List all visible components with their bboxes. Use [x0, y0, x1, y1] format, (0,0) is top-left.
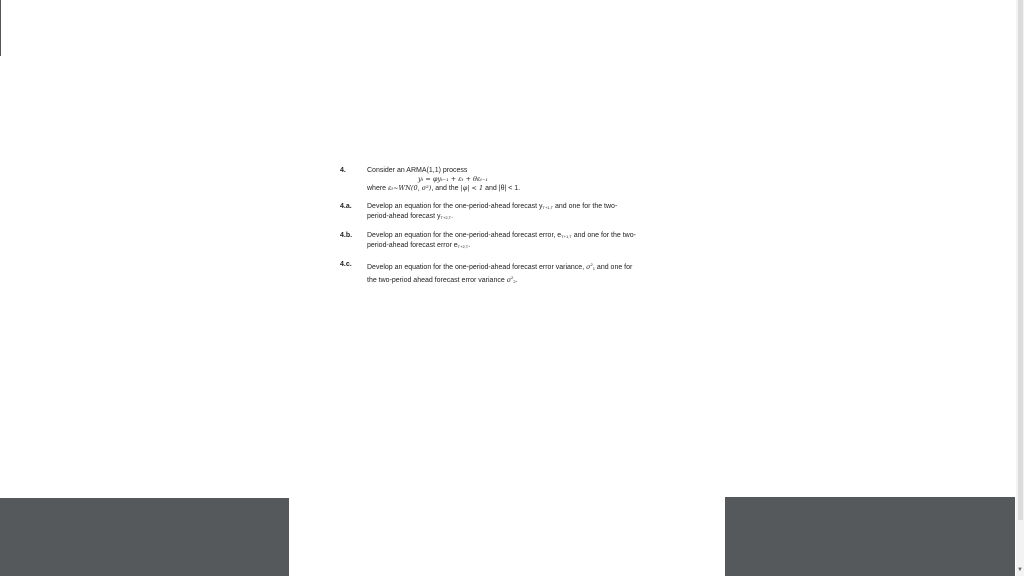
text-segment: .	[451, 213, 454, 220]
theta-condition: |θ| < 1.	[498, 185, 521, 192]
question-4c	[340, 260, 700, 286]
text-segment: period-ahead forecast y	[367, 213, 441, 220]
text-segment: and one for the two-	[571, 232, 636, 239]
superscript: 2	[590, 262, 593, 267]
superscript: 2	[511, 275, 514, 280]
arma-formula: yₜ = φyₜ₋₁ + εₜ + θεₜ₋₁	[418, 175, 489, 183]
question-line-2	[367, 212, 700, 222]
scrollbar-thumb[interactable]	[1018, 0, 1023, 520]
question-line-1	[367, 260, 700, 273]
question-number: 4.a.	[340, 203, 352, 210]
where-and: and	[483, 185, 499, 192]
scroll-down-arrow-icon[interactable]: ▼	[1017, 567, 1023, 573]
question-line-1	[367, 202, 700, 212]
text-segment: the two-period ahead forecast error variance	[367, 277, 507, 284]
text-segment: and one for the two-	[553, 203, 618, 210]
document-body	[340, 166, 700, 286]
question-4b	[340, 231, 700, 251]
left-edge-line	[0, 0, 1, 56]
question-intro: Consider an ARMA(1,1) process	[367, 167, 468, 174]
where-mid: , and the	[431, 185, 461, 192]
question-number: 4.b.	[340, 232, 353, 239]
subscript: T+2,T	[457, 244, 469, 249]
text-segment: Develop an equation for the one-period-ahead forecast y	[367, 203, 543, 210]
question-number: 4.	[340, 167, 346, 174]
text-segment: period-ahead forecast error e	[367, 242, 458, 249]
subscript: T+1,T	[542, 205, 554, 210]
text-segment: Develop an equation for the one-period-ahead forecast error, e	[367, 232, 562, 239]
subscript: T+2,T	[440, 215, 452, 220]
where-prefix: where	[367, 185, 389, 192]
where-clause	[367, 184, 700, 193]
sigma-symbol: σ	[506, 276, 512, 284]
subscript: T+1,T	[561, 234, 572, 239]
text-segment: .	[515, 277, 518, 284]
subscript: 1	[592, 266, 595, 271]
text-segment: .	[468, 242, 471, 249]
sigma-symbol: σ	[586, 263, 591, 271]
question-4	[340, 166, 700, 193]
text-segment: and one for	[594, 264, 633, 271]
question-number: 4.c.	[340, 261, 352, 268]
bottom-right-panel	[725, 497, 1015, 576]
bottom-left-panel	[0, 498, 289, 576]
question-line-2	[367, 273, 700, 286]
vertical-scrollbar[interactable]	[1016, 0, 1024, 576]
subscript: 2	[513, 279, 516, 284]
white-noise-math: εₜ~WN(0, σ²)	[388, 184, 432, 192]
question-line-2	[367, 241, 700, 251]
text-segment: Develop an equation for the one-period-ahead forecast error variance,	[367, 264, 587, 271]
question-line-1	[367, 231, 700, 241]
phi-condition: |φ| < 1	[460, 184, 484, 192]
question-4a	[340, 202, 700, 222]
